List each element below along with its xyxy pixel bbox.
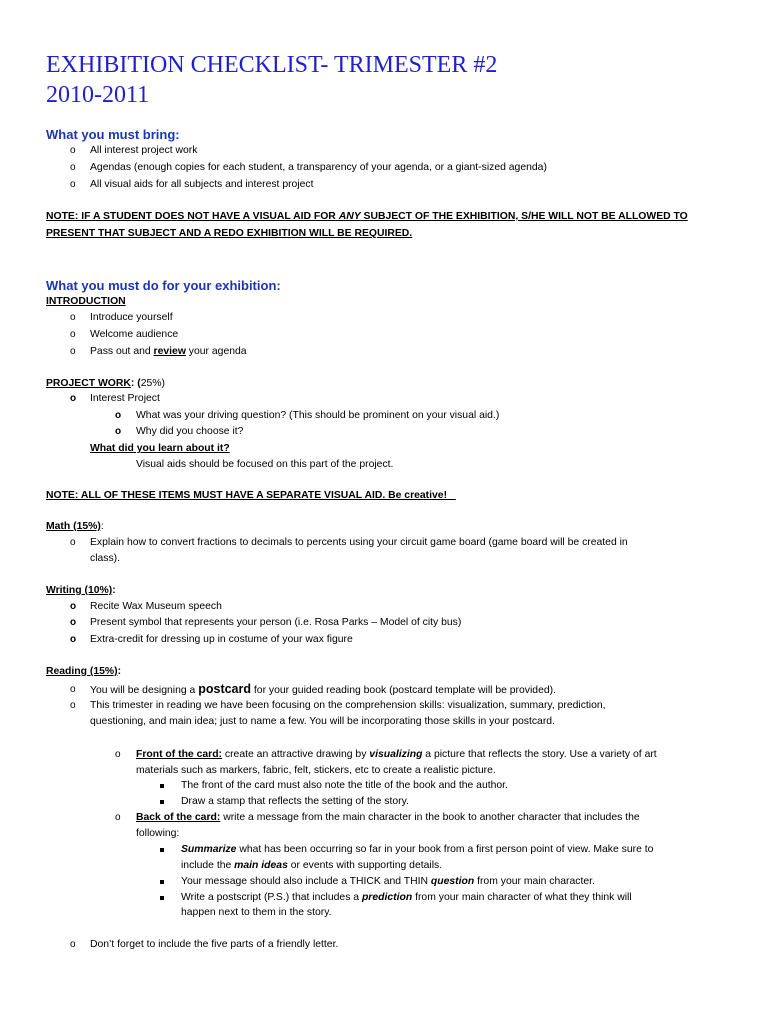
bring-item: Agendas (enough copies for each student, a transparency of your agenda, or a giant-sized agenda) — [90, 162, 547, 173]
writing-item: Recite Wax Museum speech — [90, 601, 222, 612]
project-subitem: Why did you choose it? — [136, 426, 244, 437]
math-line2: class). — [90, 553, 121, 564]
intro-item: Welcome audience — [90, 329, 179, 340]
visual-aid-note-line2: PRESENT THAT SUBJECT AND A REDO EXHIBITION WILL BE REQUIRED. — [46, 228, 413, 239]
bullet-circle-icon: o — [70, 145, 76, 156]
bullet-circle-icon: o — [70, 393, 77, 404]
math-line1: Explain how to convert fractions to decimals to percents using your circuit game board (game board will be created in — [90, 537, 628, 548]
bring-heading: What you must bring: — [46, 127, 180, 142]
intro-label: INTRODUCTION — [46, 296, 126, 307]
bullet-circle-icon: o — [115, 426, 122, 437]
postscript-line2: happen next to them in the story. — [181, 907, 332, 918]
bullet-circle-icon: o — [70, 346, 76, 357]
visual-aid-note-line1: NOTE: IF A STUDENT DOES NOT HAVE A VISUAL AID FOR ANY SUBJECT OF THE EXHIBITION, S/HE WILL NOT BE ALLOWED TO — [46, 211, 688, 222]
summarize-line2: include the main ideas or events with supporting details. — [181, 860, 443, 871]
writing-item: Present symbol that represents your person (i.e. Rosa Parks – Model of city bus) — [90, 617, 462, 628]
bullet-circle-icon: o — [70, 634, 77, 645]
bullet-circle-icon: o — [70, 684, 76, 695]
project-work-label: PROJECT WORK: (25%) — [46, 378, 165, 389]
bullet-circle-icon: o — [70, 179, 76, 190]
bullet-circle-icon: o — [70, 312, 76, 323]
bring-item: All interest project work — [90, 145, 198, 156]
project-subitem: What was your driving question? (This should be prominent on your visual aid.) — [136, 410, 500, 421]
page-subtitle-year: 2010-2011 — [46, 82, 150, 108]
math-label: Math (15%): — [46, 521, 104, 532]
front-card-item: Draw a stamp that reflects the setting of the story. — [181, 796, 409, 807]
front-card-item: The front of the card must also note the title of the book and the author. — [181, 780, 508, 791]
bullet-circle-icon: o — [70, 162, 76, 173]
bullet-circle-icon: o — [70, 939, 76, 950]
bullet-square-icon — [160, 800, 164, 804]
do-heading: What you must do for your exhibition: — [46, 278, 281, 293]
bullet-circle-icon: o — [115, 749, 121, 760]
reading-trimester-line1: This trimester in reading we have been focusing on the comprehension skills: visualization, summary, prediction, — [90, 700, 606, 711]
bullet-circle-icon: o — [70, 601, 77, 612]
bullet-circle-icon: o — [115, 410, 122, 421]
bullet-circle-icon: o — [70, 537, 76, 548]
intro-item: Pass out and review your agenda — [90, 346, 247, 357]
bullet-circle-icon: o — [70, 329, 76, 340]
writing-label: Writing (10%): — [46, 585, 116, 596]
bullet-square-icon — [160, 880, 164, 884]
back-card-line2: following: — [136, 828, 180, 839]
intro-item: Introduce yourself — [90, 312, 173, 323]
bullet-square-icon — [160, 848, 164, 852]
friendly-letter-reminder: Don’t forget to include the five parts of a friendly letter. — [90, 939, 339, 950]
project-visual: Visual aids should be focused on this part of the project. — [136, 459, 394, 470]
thick-thin-line: Your message should also include a THICK and THIN question from your main character. — [181, 876, 595, 887]
front-card-line1: Front of the card: create an attractive drawing by visualizing a picture that reflects the story. Use a variety of art — [136, 749, 657, 760]
bring-item: All visual aids for all subjects and interest project — [90, 179, 314, 190]
writing-item: Extra-credit for dressing up in costume of your wax figure — [90, 634, 353, 645]
project-learn: What did you learn about it? — [90, 443, 230, 454]
postscript-line1: Write a postscript (P.S.) that includes a prediction from your main character of what they think will — [181, 892, 632, 903]
bullet-circle-icon: o — [70, 617, 77, 628]
bullet-circle-icon: o — [115, 812, 121, 823]
bullet-circle-icon: o — [70, 700, 76, 711]
bullet-square-icon — [160, 896, 164, 900]
page-title: EXHIBITION CHECKLIST- TRIMESTER #2 — [46, 52, 498, 78]
separate-visual-note: NOTE: ALL OF THESE ITEMS MUST HAVE A SEPARATE VISUAL AID. Be creative! — [46, 490, 448, 501]
bullet-square-icon — [160, 784, 164, 788]
back-card-line1: Back of the card: write a message from the main character in the book to another character that includes the — [136, 812, 640, 823]
reading-label: Reading (15%): — [46, 666, 122, 677]
project-item: Interest Project — [90, 393, 160, 404]
reading-trimester-line2: questioning, and main idea; just to name a few. You will be incorporating those skills in your postcard. — [90, 716, 555, 727]
reading-postcard: You will be designing a postcard for your guided reading book (postcard template will be provided). — [90, 682, 556, 696]
front-card-line2: materials such as markers, fabric, felt, stickers, etc to create a realistic picture. — [136, 765, 496, 776]
summarize-line1: Summarize what has been occurring so far in your book from a first person point of view. Make sure to — [181, 844, 654, 855]
